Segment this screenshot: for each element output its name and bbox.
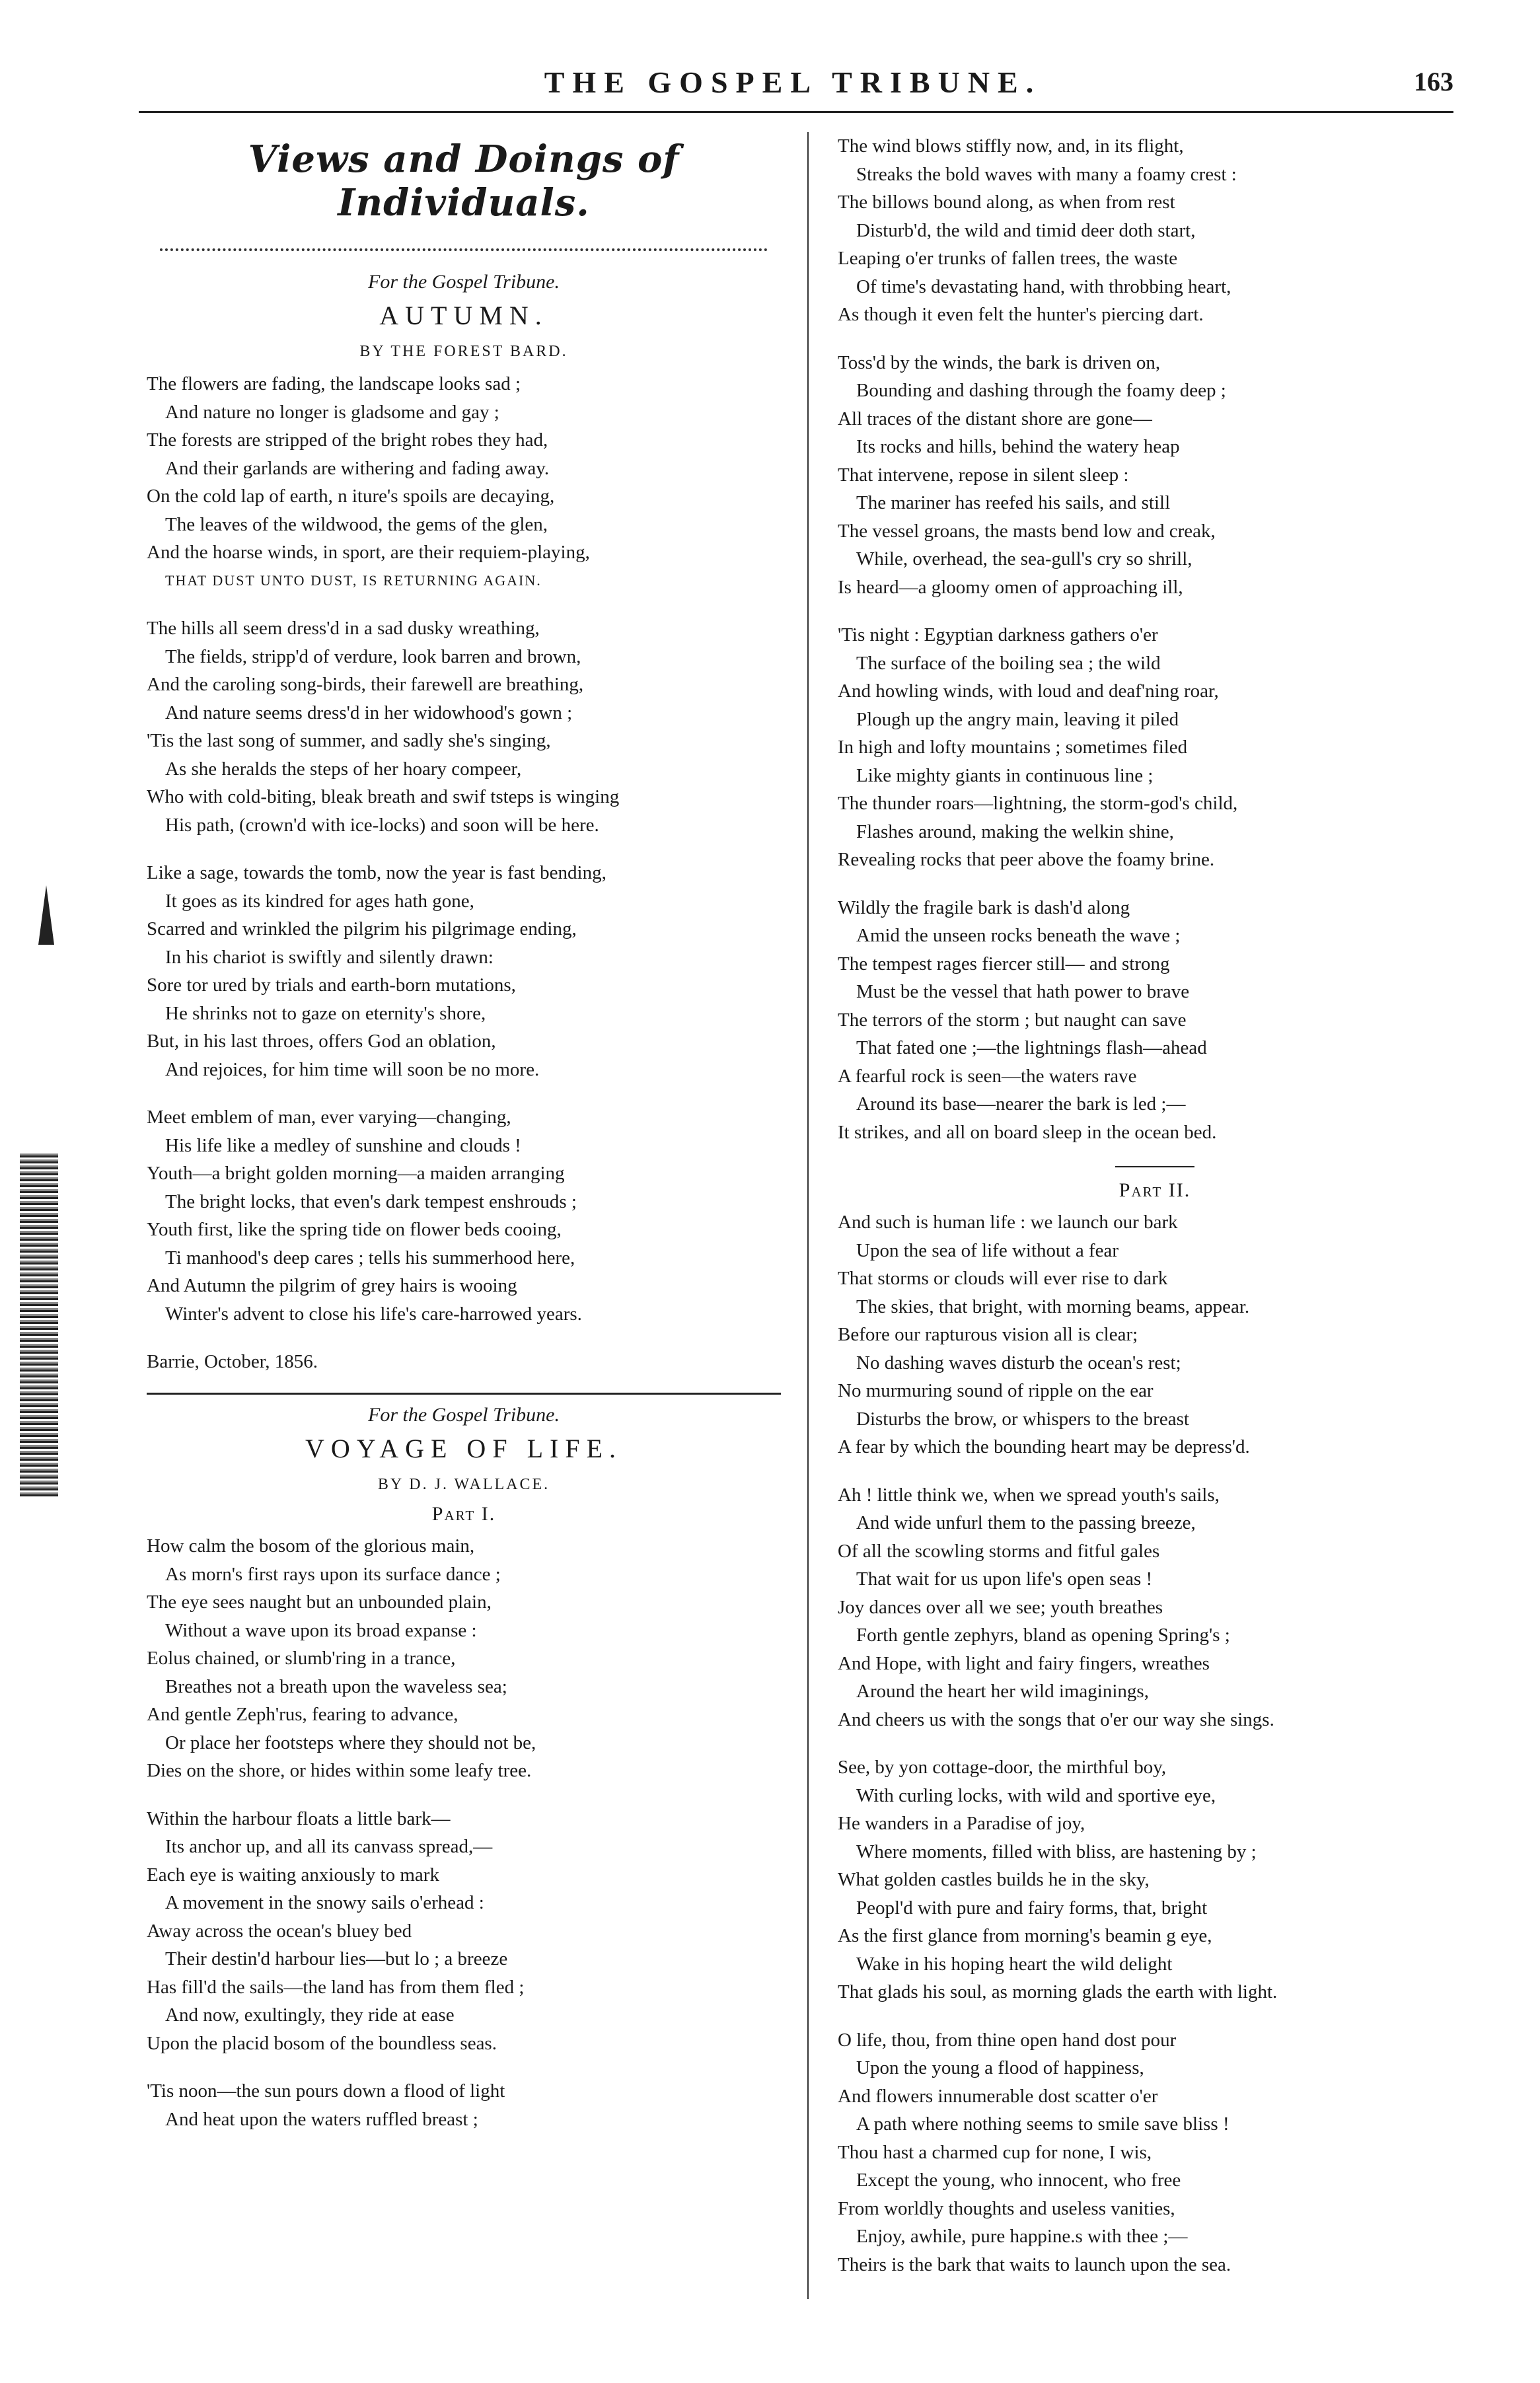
verse-line: And now, exultingly, they ride at ease: [165, 2004, 455, 2026]
stanza: [838, 1481, 1472, 1734]
verse-line: See, by yon cottage-door, the mirthful boy,: [838, 1757, 1167, 1778]
verse-line: Each eye is waiting anxiously to mark: [147, 1864, 439, 1886]
verse-line: Flashes around, making the welkin shine,: [856, 821, 1174, 842]
verse-line: Around its base—nearer the bark is led ;—: [856, 1093, 1186, 1115]
verse-line: While, overhead, the sea-gull's cry so shrill,: [856, 548, 1192, 569]
section-heading: Views and Doings of Individuals.: [248, 137, 680, 225]
verse-line: No murmuring sound of ripple on the ear: [838, 1380, 1154, 1401]
for-line: For the Gospel Tribune.: [368, 1404, 560, 1426]
verse-line: The tempest rages fiercer still— and strong: [838, 953, 1170, 974]
verse-line: And Hope, with light and fairy fingers, wreathes: [838, 1652, 1210, 1674]
verse-line: 'Tis noon—the sun pours down a flood of light: [147, 2080, 505, 2102]
verse-line: And the hoarse winds, in sport, are their requiem-playing,: [147, 542, 590, 563]
verse-line: Ah ! little think we, when we spread youth's sails,: [838, 1484, 1220, 1506]
verse-line: Upon the young a flood of happiness,: [856, 2057, 1144, 2078]
verse-line: The mariner has reefed his sails, and still: [856, 492, 1171, 513]
verse-line: The fields, stripp'd of verdure, look barren and brown,: [165, 645, 581, 667]
verse-line: Like mighty giants in continuous line ;: [856, 764, 1154, 786]
verse-line: Who with cold-biting, bleak breath and swif tsteps is winging: [147, 786, 620, 807]
verse-line: The thunder roars—lightning, the storm-god's child,: [838, 793, 1238, 814]
verse-line: The flowers are fading, the landscape looks sad ;: [147, 373, 521, 394]
verse-line: Of all the scowling storms and fitful gales: [838, 1540, 1160, 1562]
verse-line: Is heard—a gloomy omen of approaching ill,: [838, 576, 1183, 598]
poem-body: [838, 132, 1472, 1146]
verse-line: Or place her footsteps where they should not be,: [165, 1732, 536, 1753]
verse-line: O life, thou, from thine open hand dost pour: [838, 2029, 1177, 2051]
poem-body: [838, 1208, 1472, 2279]
poem-body: [147, 1532, 781, 2133]
verse-line: Dies on the shore, or hides within some leafy tree.: [147, 1760, 532, 1781]
verse-line: 'Tis the last song of summer, and sadly she's singing,: [147, 730, 551, 751]
verse-line: And heat upon the waters ruffled breast ;: [165, 2108, 478, 2130]
verse-line: And gentle Zeph'rus, fearing to advance,: [147, 1704, 458, 1725]
header-rule: [139, 111, 1453, 113]
verse-line: Forth gentle zephyrs, bland as opening Spring's ;: [856, 1625, 1230, 1646]
verse-line: Sore tor ured by trials and earth-born mutations,: [147, 974, 516, 996]
verse-line: The wind blows stiffly now, and, in its flight,: [838, 135, 1184, 157]
verse-line: And Autumn the pilgrim of grey hairs is wooing: [147, 1275, 517, 1296]
right-column: [838, 132, 1472, 2298]
verse-line: The surface of the boiling sea ; the wild: [856, 652, 1161, 674]
verse-line: With curling locks, with wild and sportive eye,: [856, 1784, 1216, 1806]
verse-line: Like a sage, towards the tomb, now the year is fast bending,: [147, 862, 606, 883]
verse-line: A movement in the snowy sails o'erhead :: [165, 1892, 484, 1913]
for-line: For the Gospel Tribune.: [368, 271, 560, 293]
stanza: [147, 1805, 781, 2058]
verse-line: All traces of the distant shore are gone—: [838, 408, 1152, 429]
verse-line: As the first glance from morning's beamin g eye,: [838, 1925, 1212, 1946]
verse-line: A path where nothing seems to smile save bliss !: [856, 2113, 1229, 2135]
verse-line: Without a wave upon its broad expanse :: [165, 1619, 477, 1641]
byline: BY THE FOREST BARD.: [359, 343, 568, 360]
verse-line: The skies, that bright, with morning beams, appear.: [856, 1296, 1250, 1317]
verse-line: Winter's advent to close his life's care-harrowed years.: [165, 1303, 582, 1325]
verse-line: And flowers innumerable dost scatter o'er: [838, 2085, 1158, 2107]
verse-line: Except the young, who innocent, who free: [856, 2170, 1181, 2191]
verse-line: The bright locks, that even's dark tempest enshrouds ;: [165, 1191, 577, 1212]
part-label: Part II.: [1118, 1179, 1191, 1201]
verse-line: That glads his soul, as morning glads the earth with light.: [838, 1981, 1278, 2002]
margin-scan-strip: [20, 1153, 58, 1496]
verse-line: Of time's devastating hand, with throbbing heart,: [856, 275, 1231, 297]
part-label: Part I.: [431, 1503, 496, 1525]
verse-line: And nature seems dress'd in her widowhood's gown ;: [165, 702, 573, 723]
stanza: [838, 894, 1472, 1147]
verse-line: But, in his last throes, offers God an oblation,: [147, 1031, 496, 1052]
verse-line: The vessel groans, the masts bend low and creak,: [838, 520, 1216, 542]
column-divider: [807, 132, 809, 2299]
verse-line: And the caroling song-birds, their farewell are breathing,: [147, 674, 584, 695]
left-column: [147, 132, 781, 2153]
verse-line: Eolus chained, or slumb'ring in a trance,: [147, 1648, 456, 1669]
stanza: [838, 349, 1472, 602]
verse-line: How calm the bosom of the glorious main,: [147, 1535, 475, 1557]
verse-line: That intervene, repose in silent sleep :: [838, 464, 1129, 486]
verse-line: Revealing rocks that peer above the foamy brine.: [838, 849, 1215, 870]
publication-title: THE GOSPEL TRIBUNE.: [544, 65, 1042, 99]
verse-line: As morn's first rays upon its surface dance ;: [165, 1563, 501, 1585]
dateline: Barrie, October, 1856.: [147, 1351, 318, 1372]
verse-line: Its anchor up, and all its canvass spread,—: [165, 1836, 493, 1857]
verse-line: Upon the sea of life without a fear: [856, 1239, 1118, 1261]
verse-line: That storms or clouds will ever rise to dark: [838, 1268, 1168, 1289]
verse-line: Youth first, like the spring tide on flower beds cooing,: [147, 1219, 562, 1240]
stanza: [147, 859, 781, 1083]
verse-line: And rejoices, for him time will soon be no more.: [165, 1058, 540, 1080]
verse-line: Amid the unseen rocks beneath the wave ;: [856, 925, 1181, 946]
verse-line: Bounding and dashing through the foamy deep ;: [856, 380, 1226, 401]
verse-line: Ti manhood's deep cares ; tells his summerhood here,: [165, 1247, 575, 1268]
verse-line: As though it even felt the hunter's piercing dart.: [838, 304, 1204, 325]
verse-line: Must be the vessel that hath power to brave: [856, 981, 1190, 1002]
verse-line: 'Tis night : Egyptian darkness gathers o'er: [838, 624, 1158, 645]
verse-line: The forests are stripped of the bright robes they had,: [147, 429, 548, 451]
verse-line: Plough up the angry main, leaving it piled: [856, 708, 1179, 730]
verse-line: Toss'd by the winds, the bark is driven on,: [838, 351, 1161, 373]
poem-title: VOYAGE OF LIFE.: [305, 1434, 622, 1463]
verse-line: And such is human life : we launch our bark: [838, 1212, 1178, 1233]
verse-line: Disturb'd, the wild and timid deer doth start,: [856, 219, 1196, 241]
verse-line: No dashing waves disturb the ocean's rest;: [856, 1352, 1181, 1374]
verse-line: Theirs is the bark that waits to launch upon the sea.: [838, 2254, 1231, 2275]
verse-line: Wake in his hoping heart the wild delight: [856, 1953, 1173, 1975]
verse-line: Wildly the fragile bark is dash'd along: [838, 897, 1130, 918]
verse-line: Peopl'd with pure and fairy forms, that, bright: [856, 1897, 1208, 1919]
stanza: [147, 2077, 781, 2133]
verse-line: Joy dances over all we see; youth breathes: [838, 1596, 1163, 1618]
verse-line: Has fill'd the sails—the land has from them fled ;: [147, 1976, 525, 1998]
verse-line: Meet emblem of man, ever varying—changing,: [147, 1107, 511, 1128]
stanza: [838, 132, 1472, 329]
verse-line: In high and lofty mountains ; sometimes filed: [838, 737, 1188, 758]
article-rule: [147, 1393, 781, 1395]
verse-line: The billows bound along, as when from rest: [838, 192, 1175, 213]
verse-line: Breathes not a breath upon the waveless sea;: [165, 1675, 507, 1697]
verse-line: Upon the placid bosom of the boundless seas.: [147, 2032, 497, 2054]
verse-line: His path, (crown'd with ice-locks) and soon will be here.: [165, 814, 599, 836]
verse-line: His life like a medley of sunshine and clouds !: [165, 1134, 521, 1156]
verse-line: That wait for us upon life's open seas !: [856, 1568, 1153, 1590]
poem-title: AUTUMN.: [379, 301, 548, 330]
stanza: [838, 1753, 1472, 2006]
verse-line: The hills all seem dress'd in a sad dusky wreathing,: [147, 618, 540, 639]
verse-line: Disturbs the brow, or whispers to the breast: [856, 1408, 1189, 1430]
margin-mark: [38, 885, 54, 945]
verse-line: Youth—a bright golden morning—a maiden arranging: [147, 1163, 565, 1184]
verse-line: Thou hast a charmed cup for none, I wis,: [838, 2141, 1152, 2163]
stanza: [147, 1103, 781, 1328]
verse-line: Scarred and wrinkled the pilgrim his pilgrimage ending,: [147, 918, 577, 939]
verse-line: The eye sees naught but an unbounded plain,: [147, 1592, 492, 1613]
verse-line: And cheers us with the songs that o'er our way she sings.: [838, 1708, 1274, 1730]
running-header: [132, 61, 1453, 114]
verse-line: The terrors of the storm ; but naught can save: [838, 1009, 1187, 1031]
short-rule: [1115, 1166, 1194, 1167]
ornamental-rule: [160, 239, 768, 251]
stanza: [838, 621, 1472, 874]
verse-line: As she heralds the steps of her hoary compeer,: [165, 758, 522, 780]
verse-line: Enjoy, awhile, pure happine.s with thee ;—: [856, 2226, 1188, 2247]
verse-line: Streaks the bold waves with many a foamy crest :: [856, 163, 1237, 185]
verse-line: Their destin'd harbour lies—but lo ; a breeze: [165, 1948, 508, 1969]
verse-line: And wide unfurl them to the passing breeze,: [856, 1512, 1196, 1533]
verse-line: He wanders in a Paradise of joy,: [838, 1813, 1085, 1834]
verse-line: In his chariot is swiftly and silently drawn:: [165, 946, 494, 968]
page-number: 163: [1414, 67, 1453, 96]
verse-line: He shrinks not to gaze on eternity's shore,: [165, 1002, 486, 1024]
stanza: [838, 1208, 1472, 1461]
stanza: [147, 614, 781, 839]
verse-line: On the cold lap of earth, n iture's spoils are decaying,: [147, 486, 555, 507]
verse-line: Where moments, filled with bliss, are hastening by ;: [856, 1841, 1257, 1862]
verse-line: What golden castles builds he in the sky,: [838, 1869, 1150, 1890]
stanza: [838, 2026, 1472, 2279]
verse-line: A fear by which the bounding heart may be depress'd.: [838, 1436, 1250, 1457]
verse-line: And their garlands are withering and fading away.: [165, 457, 550, 479]
verse-line: THAT DUST UNTO DUST, IS RETURNING AGAIN.: [165, 571, 542, 589]
verse-line: The leaves of the wildwood, the gems of the glen,: [165, 513, 548, 535]
verse-line: And howling winds, with loud and deaf'ning roar,: [838, 680, 1219, 702]
verse-line: Around the heart her wild imaginings,: [856, 1681, 1149, 1702]
poem-body: [147, 370, 781, 1328]
stanza: [147, 370, 781, 595]
byline: BY D. J. WALLACE.: [377, 1476, 550, 1493]
verse-line: And nature no longer is gladsome and gay ;: [165, 401, 499, 423]
verse-line: That fated one ;—the lightnings flash—ahead: [856, 1037, 1207, 1058]
stanza: [147, 1532, 781, 1785]
verse-line: Leaping o'er trunks of fallen trees, the waste: [838, 248, 1178, 269]
verse-line: A fearful rock is seen—the waters rave: [838, 1065, 1137, 1087]
verse-line: It strikes, and all on board sleep in the ocean bed.: [838, 1121, 1217, 1143]
verse-line: Within the harbour floats a little bark—: [147, 1808, 451, 1829]
verse-line: From worldly thoughts and useless vanities,: [838, 2197, 1175, 2219]
verse-line: Its rocks and hills, behind the watery heap: [856, 436, 1180, 457]
verse-line: Before our rapturous vision all is clear;: [838, 1324, 1138, 1345]
verse-line: Away across the ocean's bluey bed: [147, 1920, 412, 1942]
verse-line: It goes as its kindred for ages hath gone,: [165, 890, 474, 912]
